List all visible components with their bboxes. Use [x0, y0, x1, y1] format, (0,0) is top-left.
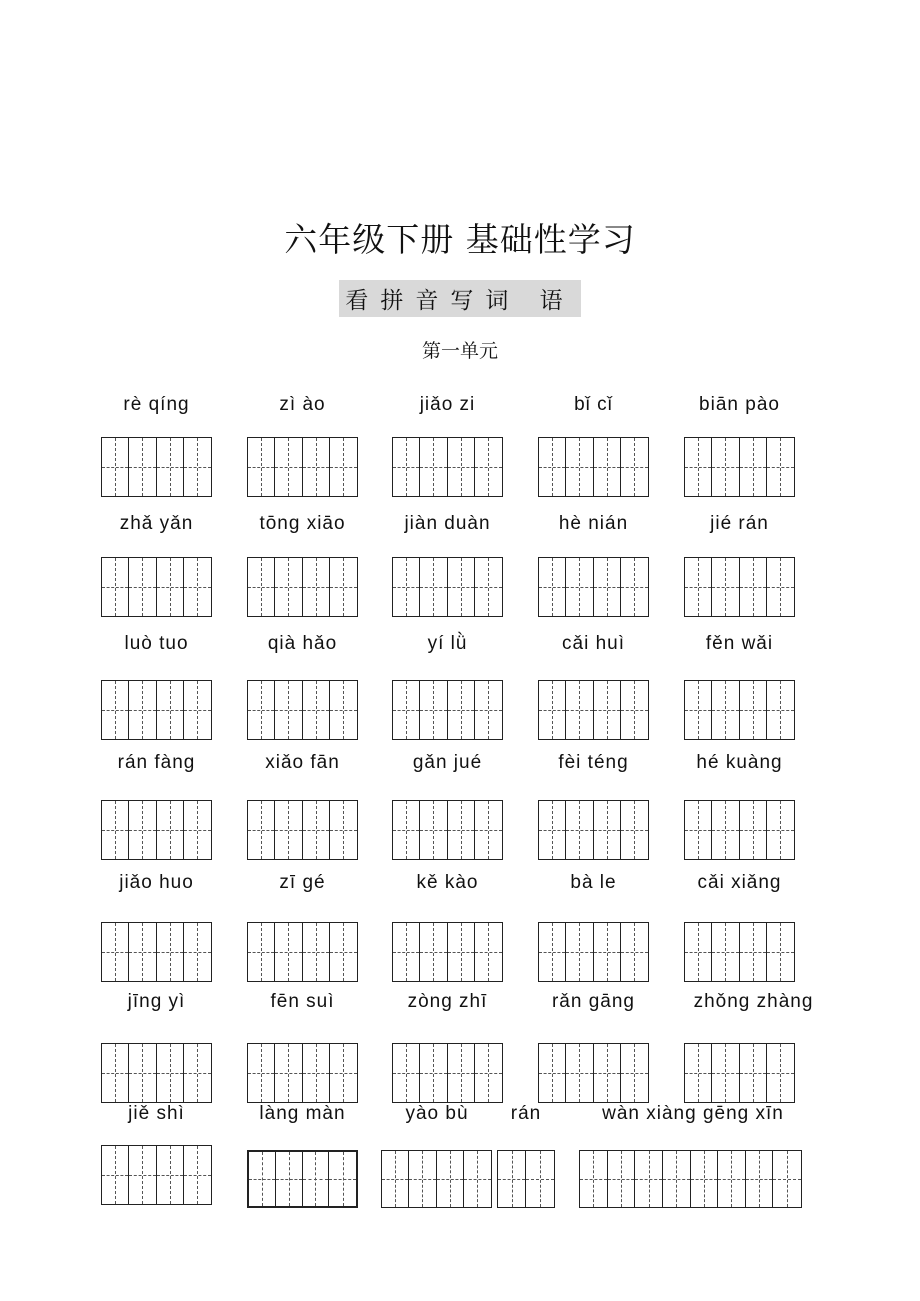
writing-cell	[767, 438, 794, 496]
unit-heading: 第一单元	[421, 340, 498, 362]
writing-cell	[773, 1151, 801, 1207]
writing-grid	[684, 800, 795, 860]
writing-cell	[184, 681, 211, 739]
writing-cell	[685, 558, 712, 616]
writing-cell	[157, 558, 184, 616]
pinyin-prompt: fèi téng	[558, 752, 629, 773]
writing-cell	[420, 801, 447, 859]
pinyin-prompt: fēn suì	[270, 991, 335, 1012]
writing-cell	[566, 681, 593, 739]
writing-grid	[392, 800, 503, 860]
writing-cell	[594, 923, 621, 981]
writing-cell	[276, 1152, 303, 1206]
writing-cell	[129, 1044, 156, 1102]
writing-cell	[330, 681, 357, 739]
writing-cell	[184, 1044, 211, 1102]
writing-cell	[437, 1151, 464, 1207]
writing-cell	[329, 1152, 356, 1206]
pinyin-prompt: xiǎo fān	[265, 752, 340, 773]
writing-grid	[538, 800, 649, 860]
pinyin-prompt: hè nián	[558, 513, 629, 534]
writing-cell	[393, 681, 420, 739]
pinyin-prompt: jié rán	[710, 513, 769, 534]
writing-grid	[101, 437, 212, 497]
writing-cell	[464, 1151, 491, 1207]
writing-cell	[129, 801, 156, 859]
writing-cell	[303, 1152, 330, 1206]
writing-cell	[712, 558, 739, 616]
writing-cell	[330, 438, 357, 496]
pinyin-prompt: wàn xiàng gēng xīn	[602, 1103, 784, 1124]
writing-cell	[448, 923, 475, 981]
writing-cell	[420, 1044, 447, 1102]
writing-cell	[539, 923, 566, 981]
writing-grid	[684, 437, 795, 497]
pinyin-prompt: qià hǎo	[267, 633, 338, 654]
writing-cell	[303, 438, 330, 496]
pinyin-prompt: yí lǜ	[427, 633, 468, 654]
writing-cell	[740, 801, 767, 859]
section-subtitle: 看拼音写词 语	[339, 280, 580, 317]
writing-grid	[247, 1150, 358, 1208]
writing-cell	[635, 1151, 663, 1207]
pinyin-prompt: bà le	[570, 872, 617, 893]
writing-grid	[247, 1043, 358, 1103]
pinyin-prompt: jīng yì	[127, 991, 186, 1012]
pinyin-prompt: gǎn jué	[412, 752, 483, 773]
pinyin-prompt: cǎi huì	[562, 633, 625, 654]
subtitle-wrap	[0, 280, 920, 317]
writing-cell	[102, 801, 129, 859]
writing-grid	[538, 922, 649, 982]
writing-grid	[392, 437, 503, 497]
writing-cell	[248, 438, 275, 496]
writing-cell	[566, 801, 593, 859]
writing-cell	[129, 681, 156, 739]
pinyin-prompt: rǎn gāng	[551, 991, 635, 1012]
writing-cell	[685, 801, 712, 859]
writing-grid	[101, 557, 212, 617]
writing-cell	[184, 801, 211, 859]
writing-cell	[248, 558, 275, 616]
writing-cell	[275, 923, 302, 981]
writing-cell	[184, 1146, 211, 1204]
writing-cell	[594, 1044, 621, 1102]
writing-cell	[594, 801, 621, 859]
writing-cell	[102, 923, 129, 981]
writing-cell	[621, 681, 648, 739]
writing-cell	[102, 558, 129, 616]
writing-grid	[101, 1145, 212, 1205]
writing-cell	[767, 923, 794, 981]
pinyin-prompt: tōng xiāo	[259, 513, 346, 534]
writing-cell	[712, 923, 739, 981]
writing-cell	[249, 1152, 276, 1206]
writing-grid	[392, 1043, 503, 1103]
pinyin-prompt: rán	[510, 1103, 542, 1124]
writing-cell	[566, 438, 593, 496]
writing-cell	[767, 681, 794, 739]
writing-cell	[157, 438, 184, 496]
writing-cell	[157, 681, 184, 739]
pinyin-prompt: cǎi xiǎng	[697, 872, 782, 893]
writing-cell	[621, 558, 648, 616]
writing-cell	[303, 923, 330, 981]
pinyin-prompt: luò tuo	[124, 633, 189, 654]
writing-cell	[621, 923, 648, 981]
writing-cell	[330, 558, 357, 616]
writing-cell	[448, 681, 475, 739]
writing-cell	[382, 1151, 409, 1207]
writing-cell	[303, 558, 330, 616]
writing-grid	[497, 1150, 555, 1208]
writing-cell	[157, 801, 184, 859]
writing-cell	[248, 923, 275, 981]
pinyin-prompt: zòng zhī	[407, 991, 488, 1012]
pinyin-prompt: yào bù	[405, 1103, 469, 1124]
writing-cell	[712, 1044, 739, 1102]
writing-cell	[248, 801, 275, 859]
writing-grid	[247, 680, 358, 740]
writing-grid	[538, 557, 649, 617]
writing-cell	[157, 1044, 184, 1102]
pinyin-prompt: jiě shì	[128, 1103, 185, 1124]
writing-cell	[303, 801, 330, 859]
writing-grid	[381, 1150, 492, 1208]
writing-grid	[684, 680, 795, 740]
writing-grid	[684, 1043, 795, 1103]
writing-grid	[101, 800, 212, 860]
writing-cell	[685, 681, 712, 739]
writing-cell	[712, 801, 739, 859]
writing-cell	[539, 681, 566, 739]
writing-cell	[157, 1146, 184, 1204]
writing-cell	[303, 1044, 330, 1102]
writing-cell	[129, 923, 156, 981]
writing-cell	[621, 438, 648, 496]
writing-cell	[275, 1044, 302, 1102]
writing-cell	[330, 923, 357, 981]
writing-grid	[538, 437, 649, 497]
writing-cell	[102, 681, 129, 739]
writing-cell	[393, 1044, 420, 1102]
writing-cell	[393, 438, 420, 496]
writing-cell	[685, 1044, 712, 1102]
pinyin-prompt: jiǎo huo	[119, 872, 194, 893]
writing-cell	[594, 558, 621, 616]
writing-grid	[247, 557, 358, 617]
writing-cell	[712, 438, 739, 496]
writing-cell	[767, 1044, 794, 1102]
writing-cell	[740, 923, 767, 981]
writing-cell	[740, 681, 767, 739]
writing-cell	[539, 801, 566, 859]
writing-cell	[526, 1151, 554, 1207]
writing-grid	[579, 1150, 802, 1208]
writing-cell	[685, 438, 712, 496]
writing-cell	[184, 558, 211, 616]
writing-grid	[101, 680, 212, 740]
writing-cell	[420, 923, 447, 981]
writing-cell	[740, 1044, 767, 1102]
pinyin-prompt: zī gé	[279, 872, 326, 893]
writing-cell	[448, 558, 475, 616]
writing-cell	[184, 438, 211, 496]
writing-cell	[718, 1151, 746, 1207]
writing-cell	[740, 438, 767, 496]
writing-grid	[684, 557, 795, 617]
pinyin-prompt: fěn wǎi	[705, 633, 774, 654]
pinyin-prompt: jiàn duàn	[404, 513, 491, 534]
writing-grid	[684, 922, 795, 982]
writing-cell	[475, 681, 502, 739]
pinyin-prompt: hé kuàng	[696, 752, 783, 773]
writing-cell	[475, 923, 502, 981]
writing-cell	[248, 1044, 275, 1102]
writing-cell	[685, 923, 712, 981]
writing-cell	[767, 558, 794, 616]
writing-cell	[498, 1151, 526, 1207]
writing-grid	[101, 1043, 212, 1103]
writing-grid	[247, 800, 358, 860]
writing-cell	[740, 558, 767, 616]
writing-grid	[538, 680, 649, 740]
writing-cell	[539, 558, 566, 616]
pinyin-prompt: rè qíng	[123, 394, 190, 415]
writing-cell	[691, 1151, 719, 1207]
pinyin-prompt: kě kào	[416, 872, 479, 893]
writing-cell	[303, 681, 330, 739]
pinyin-prompt: rán fàng	[117, 752, 196, 773]
writing-cell	[621, 1044, 648, 1102]
writing-cell	[420, 438, 447, 496]
writing-cell	[663, 1151, 691, 1207]
writing-cell	[393, 558, 420, 616]
pinyin-prompt: jiǎo zi	[419, 394, 476, 415]
pinyin-prompt: zhǒng zhàng	[693, 991, 814, 1012]
writing-cell	[275, 801, 302, 859]
writing-cell	[448, 1044, 475, 1102]
writing-cell	[566, 923, 593, 981]
writing-grid	[247, 922, 358, 982]
writing-cell	[475, 801, 502, 859]
writing-grid	[392, 680, 503, 740]
writing-cell	[475, 1044, 502, 1102]
writing-cell	[767, 801, 794, 859]
writing-grid	[538, 1043, 649, 1103]
writing-cell	[102, 1044, 129, 1102]
writing-cell	[420, 681, 447, 739]
writing-cell	[330, 801, 357, 859]
pinyin-prompt: zì ào	[279, 394, 326, 415]
pinyin-prompt: zhǎ yǎn	[119, 513, 194, 534]
writing-cell	[712, 681, 739, 739]
writing-cell	[157, 923, 184, 981]
writing-cell	[409, 1151, 436, 1207]
writing-cell	[539, 438, 566, 496]
writing-grid	[392, 557, 503, 617]
writing-cell	[580, 1151, 608, 1207]
writing-cell	[420, 558, 447, 616]
pinyin-prompt: biān pào	[699, 394, 780, 415]
writing-cell	[539, 1044, 566, 1102]
writing-cell	[330, 1044, 357, 1102]
writing-cell	[102, 438, 129, 496]
writing-cell	[393, 801, 420, 859]
writing-cell	[393, 923, 420, 981]
writing-cell	[275, 681, 302, 739]
writing-cell	[608, 1151, 636, 1207]
pinyin-prompt: làng màn	[259, 1103, 346, 1124]
writing-cell	[566, 558, 593, 616]
writing-cell	[129, 558, 156, 616]
writing-cell	[448, 801, 475, 859]
writing-cell	[475, 558, 502, 616]
writing-cell	[275, 438, 302, 496]
writing-cell	[129, 438, 156, 496]
writing-cell	[475, 438, 502, 496]
writing-cell	[621, 801, 648, 859]
writing-grid	[392, 922, 503, 982]
writing-cell	[184, 923, 211, 981]
writing-cell	[102, 1146, 129, 1204]
writing-grid	[247, 437, 358, 497]
writing-cell	[248, 681, 275, 739]
writing-cell	[275, 558, 302, 616]
writing-grid	[101, 922, 212, 982]
writing-cell	[129, 1146, 156, 1204]
writing-cell	[594, 438, 621, 496]
page-title: 六年级下册 基础性学习	[284, 220, 636, 259]
writing-cell	[448, 438, 475, 496]
writing-cell	[566, 1044, 593, 1102]
pinyin-prompt: bǐ cǐ	[574, 394, 613, 415]
writing-cell	[594, 681, 621, 739]
writing-cell	[746, 1151, 774, 1207]
